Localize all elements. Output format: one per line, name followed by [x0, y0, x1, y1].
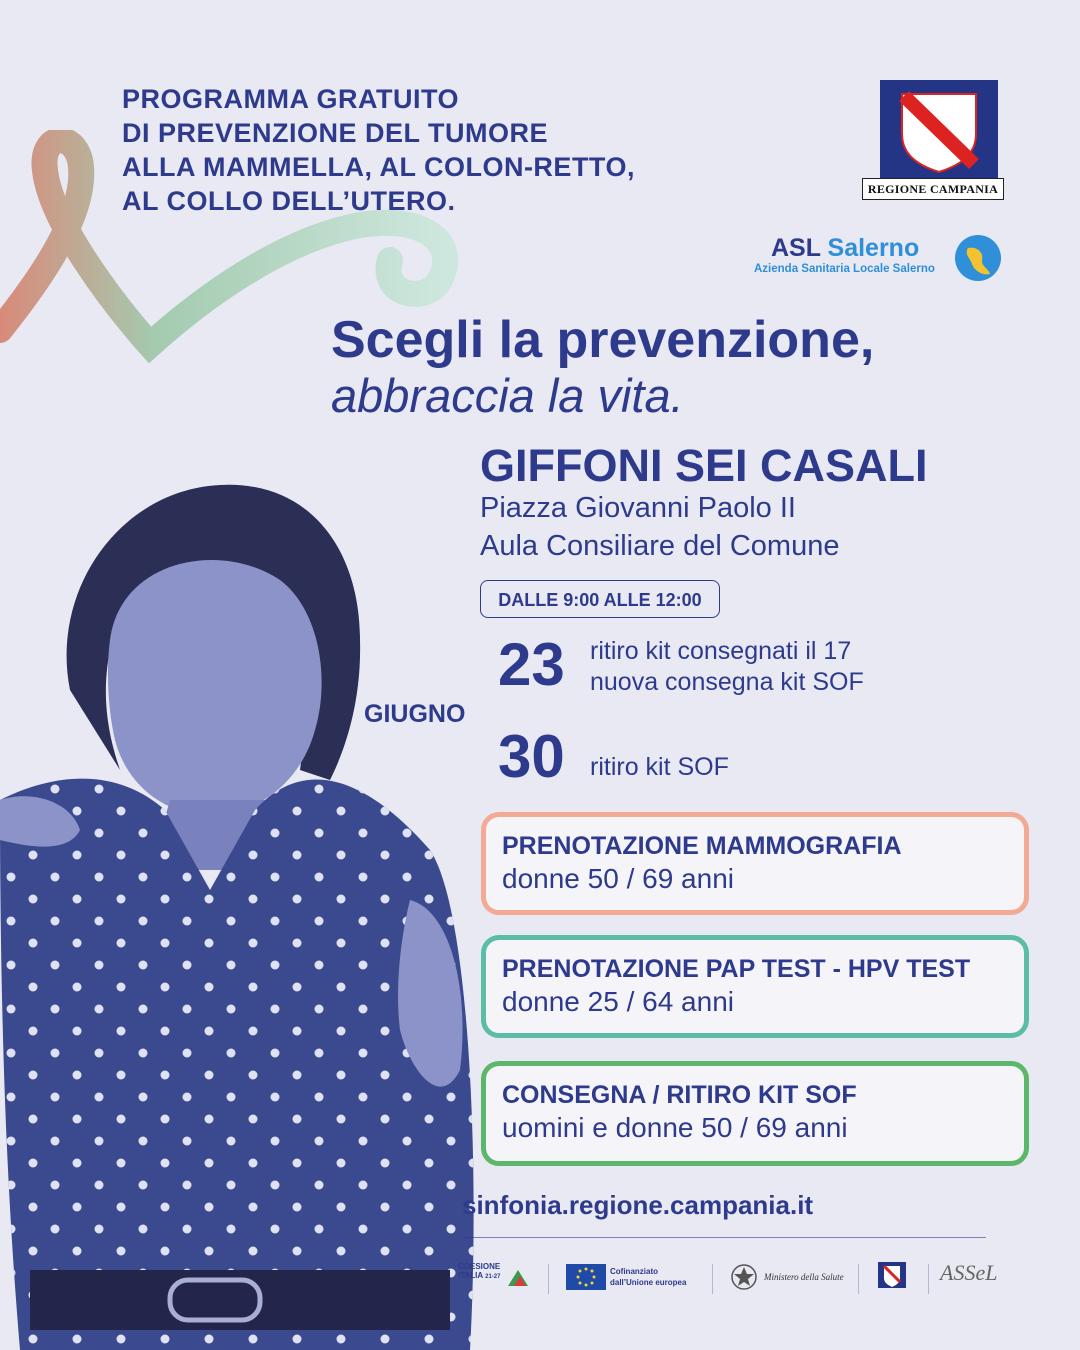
month-label: GIUGNO	[364, 700, 466, 728]
day-detail: nuova consegna kit SOF	[590, 668, 864, 696]
service-title: PRENOTAZIONE PAP TEST - HPV TEST	[502, 955, 971, 983]
footer-separator	[548, 1264, 549, 1294]
eu-flag-icon	[566, 1264, 606, 1290]
asl-name: Salerno	[827, 234, 920, 262]
program-title-line: ALLA MAMMELLA, AL COLON-RETTO,	[122, 152, 635, 182]
globe-icon	[954, 234, 1002, 282]
footer-separator	[858, 1264, 859, 1294]
campania-shield-icon	[880, 80, 998, 178]
service-title: PRENOTAZIONE MAMMOGRAFIA	[502, 832, 902, 860]
service-card-mammografia	[481, 812, 1029, 915]
program-title-line: AL COLLO DELL’UTERO.	[122, 186, 456, 216]
ministero-label: Ministero della Salute	[764, 1272, 844, 1282]
address-line2: Aula Consiliare del Comune	[480, 530, 840, 562]
day-number: 23	[498, 631, 565, 698]
program-title-line: DI PREVENZIONE DEL TUMORE	[122, 118, 549, 148]
service-card-pap-test	[481, 935, 1029, 1038]
arrows-icon	[506, 1266, 532, 1290]
coesione-label: ITALIA	[458, 1271, 483, 1280]
day-detail: ritiro kit consegnati il 17	[590, 637, 852, 665]
service-title: CONSEGNA / RITIRO KIT SOF	[502, 1081, 857, 1109]
coesione-label: COESIONE	[458, 1262, 501, 1271]
program-title	[122, 82, 635, 218]
assel-logo: ASSeL	[940, 1260, 998, 1285]
slogan-line2: abbraccia la vita.	[331, 369, 684, 422]
day-detail: ritiro kit SOF	[590, 753, 729, 781]
eu-label-line: Cofinanziato	[610, 1267, 658, 1276]
eu-cofunding-logo	[566, 1264, 606, 1295]
hours-badge: DALLE 9:00 ALLE 12:00	[480, 580, 720, 618]
woman-hugging-photo	[0, 470, 480, 1350]
asl-subtitle: Azienda Sanitaria Locale Salerno	[754, 263, 935, 275]
website-link[interactable]: sinfonia.regione.campania.it	[462, 1190, 814, 1220]
city-name: GIFFONI SEI CASALI	[480, 440, 928, 491]
italian-emblem-icon	[730, 1262, 758, 1292]
asl-salerno-logo	[771, 234, 919, 263]
regione-campania-label: REGIONE CAMPANIA	[862, 178, 1004, 200]
footer-separator	[928, 1264, 929, 1294]
day-number: 30	[498, 723, 565, 790]
service-target: donne 50 / 69 anni	[502, 863, 734, 894]
footer-divider	[462, 1237, 986, 1238]
coesione-years: 21-27	[485, 1274, 501, 1280]
program-title-line: PROGRAMMA GRATUITO	[122, 84, 459, 114]
eu-label	[610, 1266, 686, 1288]
asl-prefix: ASL	[771, 234, 821, 262]
regione-campania-logo	[880, 80, 998, 178]
service-target: donne 25 / 64 anni	[502, 986, 734, 1017]
regione-campania-small-logo	[876, 1260, 908, 1294]
address-line1: Piazza Giovanni Paolo II	[480, 492, 796, 524]
service-target: uomini e donne 50 / 69 anni	[502, 1112, 848, 1143]
slogan-line1: Scegli la prevenzione,	[331, 311, 875, 369]
eu-label-line: dall’Unione europea	[610, 1278, 687, 1287]
footer-separator	[712, 1264, 713, 1294]
service-card-kit-sof	[481, 1061, 1029, 1166]
coesione-italia-logo	[458, 1262, 538, 1294]
